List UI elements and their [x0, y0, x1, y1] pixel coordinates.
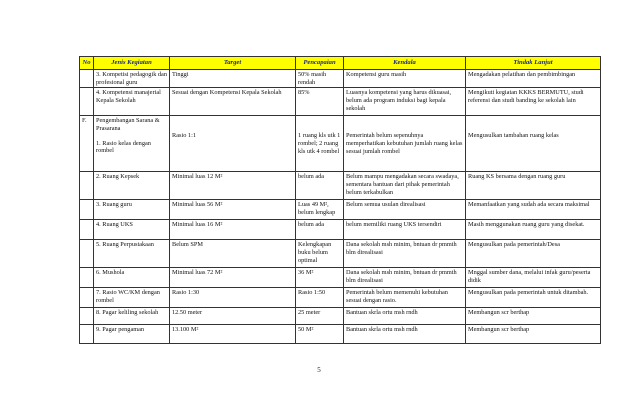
cell-no	[80, 220, 94, 240]
cell-pencapaian: 36 M²	[296, 268, 344, 288]
cell-pencapaian: 25 meter	[296, 308, 344, 325]
header-pencapaian: Pencapaian	[296, 57, 344, 70]
cell-tindak-lanjut: Memanfaatkan yang sudah ada secara maksimal	[466, 200, 601, 220]
cell-pencapaian: Kelengkapan buku belum optimal	[296, 240, 344, 268]
header-no: No	[80, 57, 94, 70]
cell-jenis: 7. Rasio WC/KM dengan rombel	[94, 288, 170, 308]
cell-jenis: 4. Ruang UKS	[94, 220, 170, 240]
cell-no: F.	[80, 116, 94, 172]
cell-target: Belum SPM	[170, 240, 296, 268]
cell-target: 12.50 meter	[170, 308, 296, 325]
cell-no	[80, 172, 94, 200]
cell-pencapaian: 1 ruang kls utk 1 rombel; 2 ruang kls utk 4 rombel	[296, 116, 344, 172]
cell-kendala: Belum semua usulan direalisasi	[344, 200, 466, 220]
cell-jenis: 8. Pagar keliling sekolah	[94, 308, 170, 325]
cell-kendala: Kompetensi guru masih	[344, 70, 466, 88]
table-row	[80, 240, 601, 268]
cell-tindak-lanjut: Masih menggunakan ruang guru yang disekat.	[466, 220, 601, 240]
cell-kendala: Belum mampu mengadakan secara swadaya, sementara bantuan dari pihak pemerintah belum terkabulkan	[344, 172, 466, 200]
cell-kendala: Pemerintah belum memenuhi kebutuhan sesuai dengan rasio.	[344, 288, 466, 308]
page-number: 5	[317, 366, 321, 374]
cell-tindak-lanjut: Mengusulkan pada pemerintah untuk ditambah.	[466, 288, 601, 308]
cell-kendala: Dana sekolah msh minim, bntuan dr pmmth blm direalisasi	[344, 240, 466, 268]
cell-kendala: Luasnya kompetensi yang harus dikuasai, belum ada program induksi bagi kepala sekolah	[344, 88, 466, 116]
cell-pencapaian: belum ada	[296, 220, 344, 240]
cell-pencapaian: 85%	[296, 88, 344, 116]
cell-jenis: 5. Ruang Perpustakaan	[94, 240, 170, 268]
cell-kendala: Bantuan skrla ortu msh rndh	[344, 325, 466, 344]
table-header-row	[80, 57, 601, 70]
cell-tindak-lanjut: Ruang KS bersama dengan ruang guru	[466, 172, 601, 200]
cell-tindak-lanjut: Mengusulkan tambahan ruang kelas	[466, 116, 601, 172]
table-row	[80, 308, 601, 325]
cell-no	[80, 240, 94, 268]
cell-no	[80, 268, 94, 288]
cell-pencapaian: Rasio 1:50	[296, 288, 344, 308]
cell-jenis: 4. Kompetensi manajerial Kepala Sekolah	[94, 88, 170, 116]
cell-target: Rasio 1:30	[170, 288, 296, 308]
table-row	[80, 88, 601, 116]
cell-tindak-lanjut: Mengadakan pelatihan dan pembimbingan	[466, 70, 601, 88]
table-row	[80, 172, 601, 200]
cell-no	[80, 88, 94, 116]
cell-tindak-lanjut: Mnggal sumber dana, melalui infak guru/peserta didik	[466, 268, 601, 288]
cell-jenis: 6. Mushola	[94, 268, 170, 288]
cell-no	[80, 325, 94, 344]
cell-jenis	[94, 116, 170, 172]
cell-target: Tinggi	[170, 70, 296, 88]
cell-no	[80, 70, 94, 88]
cell-target: 13.100 M²	[170, 325, 296, 344]
activity-report-table	[79, 56, 601, 344]
cell-kendala: Dana sekolah msh minim, bntuan dr pmmth blm direalisasi	[344, 268, 466, 288]
section-item: 1. Rasio kelas dengan rombel	[96, 139, 151, 155]
cell-jenis: 3. Kompetisi pedagogik dan profesional guru	[94, 70, 170, 88]
cell-kendala: belum memiliki ruang UKS tersendiri	[344, 220, 466, 240]
table-row	[80, 70, 601, 88]
table-row	[80, 200, 601, 220]
cell-jenis: 2. Ruang Kepsek	[94, 172, 170, 200]
cell-target: Minimal luas 16 M²	[170, 220, 296, 240]
cell-target: Minimal luas 72 M²	[170, 268, 296, 288]
table-row	[80, 268, 601, 288]
cell-jenis: 3. Ruang guru	[94, 200, 170, 220]
cell-kendala: Bantuan skrla ortu msh rndh	[344, 308, 466, 325]
cell-tindak-lanjut: Mengusulkan pada pemerintah/Desa	[466, 240, 601, 268]
cell-target: Rasio 1:1	[170, 116, 296, 172]
cell-jenis: 9. Pagar pengaman	[94, 325, 170, 344]
cell-tindak-lanjut: Membangun scr berthap	[466, 325, 601, 344]
header-jenis-kegiatan: Jenis Kegiatan	[94, 57, 170, 70]
table-row	[80, 325, 601, 344]
table-row	[80, 288, 601, 308]
cell-tindak-lanjut: Mengikuti kegiatan KKKS BERMUTU, studi referensi dan studi banding ke sekolah lain	[466, 88, 601, 116]
header-tindak-lanjut: Tindak Lanjut	[466, 57, 601, 70]
cell-pencapaian: belum ada	[296, 172, 344, 200]
table-row	[80, 220, 601, 240]
header-target: Target	[170, 57, 296, 70]
cell-target: Sesuai dengan Kompetensi Kepala Sekolah	[170, 88, 296, 116]
cell-tindak-lanjut: Membangun scr berthap	[466, 308, 601, 325]
section-title: Pengembangan Sarana & Prasarana	[96, 117, 160, 133]
cell-no	[80, 308, 94, 325]
cell-pencapaian: 50 M²	[296, 325, 344, 344]
cell-no	[80, 288, 94, 308]
header-kendala: Kendala	[344, 57, 466, 70]
cell-target: Minimal luas 56 M²	[170, 200, 296, 220]
cell-no	[80, 200, 94, 220]
cell-pencapaian: Luas 49 M², belum lengkap	[296, 200, 344, 220]
cell-kendala: Pemerintah belum sepenuhnya memperhatikan kebutuhan jumlah ruang kelas sesuai jumlah rombel	[344, 116, 466, 172]
cell-target: Minimal luas 12 M²	[170, 172, 296, 200]
section-row	[80, 116, 601, 172]
cell-pencapaian: 50% masih rendah	[296, 70, 344, 88]
